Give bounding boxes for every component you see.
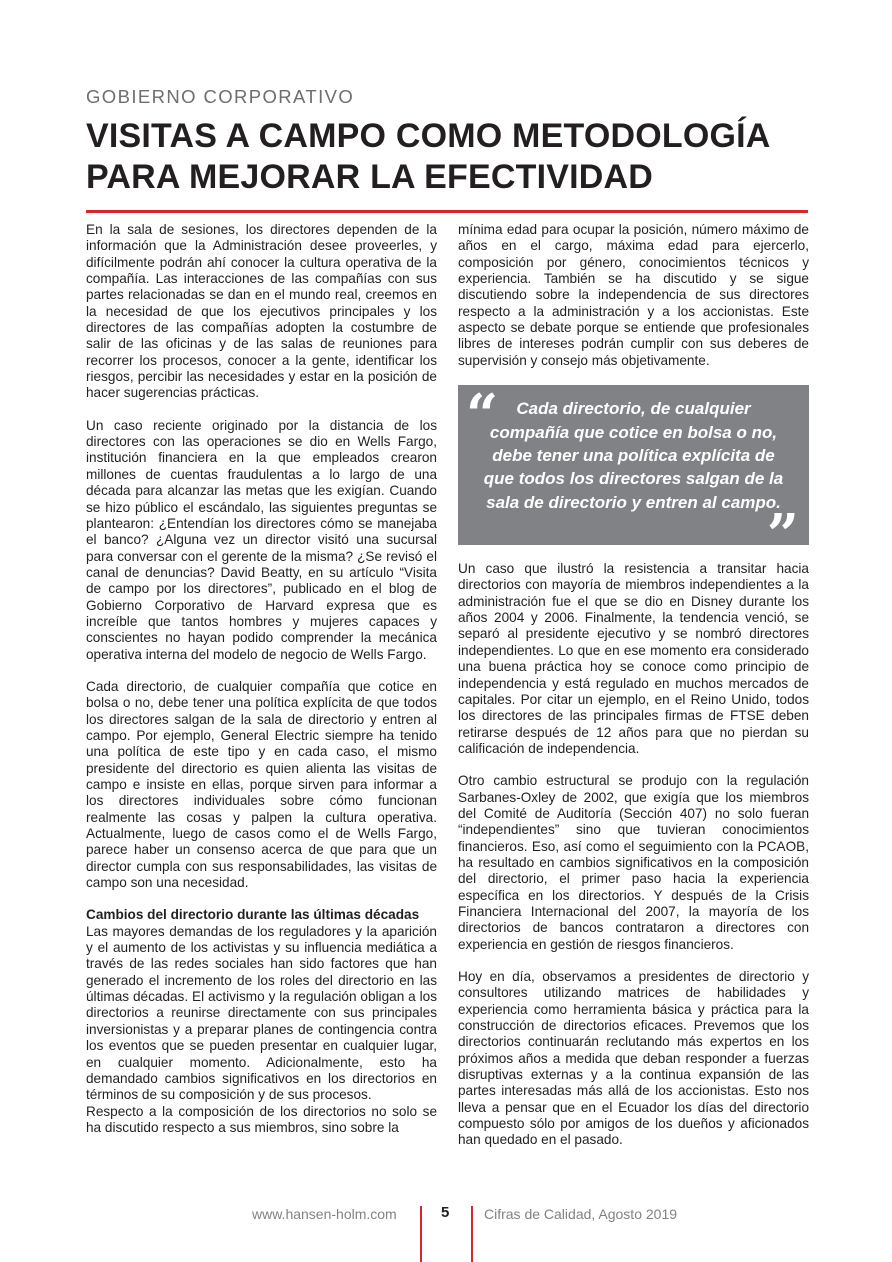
page-number: 5 bbox=[441, 1204, 450, 1221]
footer-divider-left bbox=[420, 1206, 422, 1262]
pull-quote-text: Cada directorio, de cualquier compañía que cotice en bolsa o no, debe tener una política explícita de que todos los directores salgan de la sala de directorio y entren al campo. bbox=[483, 399, 784, 512]
article-title-line-2: PARA MEJORAR LA EFECTIVIDAD bbox=[86, 158, 654, 196]
title-divider bbox=[86, 210, 808, 213]
paragraph: Las mayores demandas de los reguladores y la aparición y el aumento de los activistas y su influencia mediática a través de las redes sociales han sido factores que han generado el incremento de los roles del directorio en las últimas décadas. El activismo y la regulación obligan a los directorios a reunirse directamente con sus principales inversionistas y a preparar planes de contingencia contra los eventos que se pueden presentar en cualquier lugar, en cualquier momento. Adicionalmente, esto ha demandado cambios significativos en los directorios en términos de su composición y de sus procesos. bbox=[86, 923, 437, 1103]
paragraph: Un caso que ilustró la resistencia a transitar hacia directorios con mayoría de miembros independientes a la administración fue el que se dio en Disney durante los años 2004 y 2006. Finalmente, la tendencia venció, se separó al presidente ejecutivo y se nombró directores independientes. Lo que en ese momento era considerado una buena práctica hoy se conoce como principio de independencia y está regulado en muchos mercados de capitales. Por citar un ejemplo, en el Reino Unido, todos los directores de las principales firmas de FTSE deben retirarse después de 12 años para que no pierdan su calificación de independencia. bbox=[458, 561, 809, 756]
right-column bbox=[458, 222, 809, 1149]
left-column bbox=[86, 222, 437, 1136]
paragraph: Hoy en día, observamos a presidentes de directorio y consultores utilizando matrices de habilidades y experiencia como herramienta básica y práctica para la construcción de directorios eficaces. Prevemos que los directorios continuarán reclutando más expertos en los próximos años a medida que deban responder a fuerzas disruptivas externas y a la continua expansión de las partes interesadas más allá de los accionistas. Esto nos lleva a pensar que en el Ecuador los días del directorio compuesto sólo por amigos de los dueños y aficionados han quedado en el pasado. bbox=[458, 969, 809, 1148]
paragraph: Otro cambio estructural se produjo con la regulación Sarbanes-Oxley de 2002, que exigía que los miembros del Comité de Auditoría (Sección 407) no solo fueran “independientes” sino que tuvieran conocimientos financieros. Eso, así como el seguimiento con la PCAOB, ha resultado en cambios significativos en la composición del directorio, el primer paso hacia la experiencia específica en los directorios. Y después de la Crisis Financiera Internacional del 2007, la mayoría de los directorios de bancos contrataron a directores con experiencia en gestión de riesgos financieros. bbox=[458, 773, 809, 952]
footer-issue: Cifras de Calidad, Agosto 2019 bbox=[484, 1206, 678, 1222]
paragraph: mínima edad para ocupar la posición, número máximo de años en el cargo, máxima edad para ejercerlo, composición por género, conocimientos técnicos y experiencia. También se ha discutido y se sigue discutiendo sobre la independencia de sus directores respecto a la administración y a los accionistas. Este aspecto se debate porque se entiende que profesionales libres de intereses podrán cumplir con sus deberes de supervisión y consejo más objetivamente. bbox=[458, 222, 809, 368]
footer-website: www.hansen-holm.com bbox=[252, 1206, 397, 1222]
paragraph: Un caso reciente originado por la distancia de los directores con las operaciones se dio en Wells Fargo, institución financiera en la que empleados crearon millones de cuentas fraudulentas a lo largo de una década para alcanzar las metas que les exigían. Cuando se hizo público el escándalo, las siguientes preguntas se plantearon: ¿Entendían los directores cómo se manejaba el banco? ¿Alguna vez un director visitó una sucursal para conversar con el gerente de la misma? ¿Se revisó el canal de denuncias? David Beatty, en su artículo “Visita de campo por los directores”, publicado en el blog de Gobierno Corporativo de Harvard expresa que es increíble que tantos hombres y mujeres capaces y conscientes no hayan podido comprender la mecánica operativa interna del modelo de negocio de Wells Fargo. bbox=[86, 417, 437, 662]
open-quote-icon: “ bbox=[466, 382, 499, 449]
paragraph: Respecto a la composición de los directorios no solo se ha discutido respecto a sus miembros, sino sobre la bbox=[86, 1103, 437, 1135]
article-title-line-1: VISITAS A CAMPO COMO METODOLOGÍA bbox=[86, 117, 771, 155]
paragraph: En la sala de sesiones, los directores dependen de la información que la Administración desee proveerles, y difícilmente podrán ahí conocer la cultura operativa de la compañía. Las interacciones de las compañías con sus partes relacionadas se dan en el mundo real, creemos en la necesidad de que los ejecutivos principales y los directores de las compañías adopten la costumbre de salir de las oficinas y de las salas de reuniones para recorrer los procesos, conocer a la gente, identificar los riesgos, percibir las necesidades y estar en la posición de hacer sugerencias prácticas. bbox=[86, 222, 437, 401]
subheading: Cambios del directorio durante las últimas décadas bbox=[86, 907, 420, 923]
pull-quote bbox=[458, 382, 809, 569]
paragraph: Cada directorio, de cualquier compañía que cotice en bolsa o no, debe tener una política explícita de que todos los directores salgan de la sala de directorio y entren al campo. Por ejemplo, General Electric siempre ha tenido una política de este tipo y en cada caso, el mismo presidente del directorio es quien alienta las visitas de campo e insiste en ellas, porque sirven para informar a los directores individuales sobre cómo funcionan realmente las cosas y palpen la cultura operativa. Actualmente, luego de casos como el de Wells Fargo, parece haber un consenso acerca de que para que un director cumpla con sus responsabilidades, las visitas de campo son una necesidad. bbox=[86, 678, 437, 891]
article-title bbox=[86, 116, 826, 198]
footer-divider-right bbox=[471, 1206, 473, 1262]
section-label: GOBIERNO CORPORATIVO bbox=[86, 86, 355, 107]
close-quote-icon: ” bbox=[766, 502, 799, 569]
